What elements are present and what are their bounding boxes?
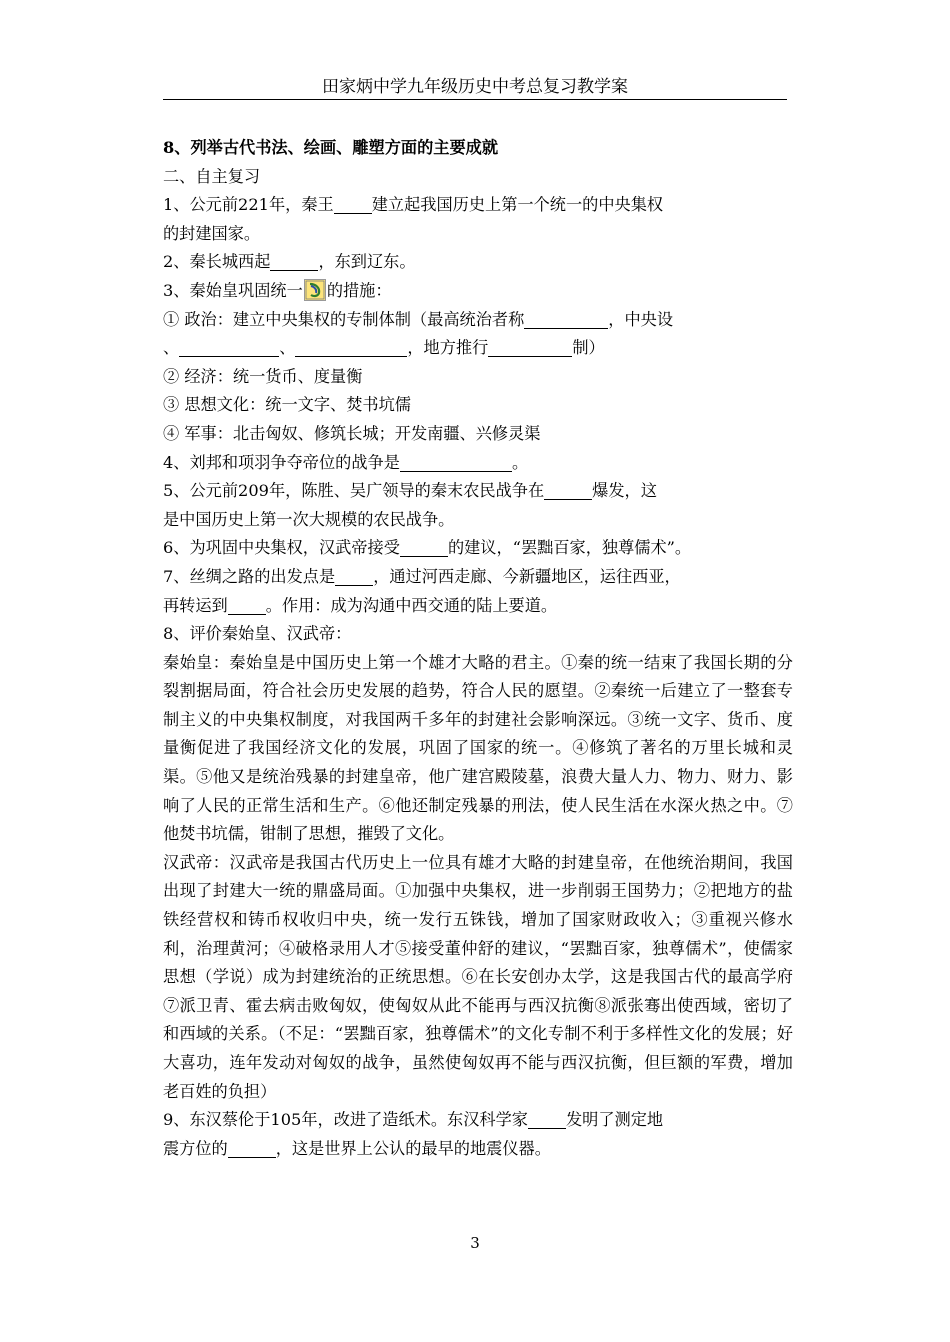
qin-evaluation: 秦始皇：秦始皇是中国历史上第一个雄才大略的君主。①秦的统一结束了我国长期的分裂割据局面，符合社会历史发展的趋势，符合人民的愿望。②秦统一后建立了一整套专制主义的中央集权制度，对我国两千多年的封建社会影响深远。③统一文字、货币、度量衡促进了我国经济文化的发展，巩固了国家的统一。④修筑了著名的万里长城和灵渠。⑤他又是统治残暴的封建皇帝，他广建宫殿陵墓，浪费大量人力、物力、财力、影响了人民的正常生活和生产。⑥他还制定残暴的刑法，使人民生活在水深火热之中。⑦他焚书坑儒，钳制了思想，摧毁了文化。: [163, 652, 793, 844]
document-body: [163, 134, 793, 1163]
item-5-cont: 是中国历史上第一次大规模的农民战争。: [163, 509, 455, 529]
item-7: 7、丝绸之路的出发点是 ，通过河西走廊、今新疆地区，运往西亚，: [163, 566, 681, 586]
fill-blank: [335, 567, 373, 586]
measure-military: ④ 军事：北击匈奴、修筑长城；开发南疆、兴修灵渠: [163, 423, 541, 443]
fill-blank: [488, 338, 572, 357]
fill-blank: [400, 453, 512, 472]
measure-economy: ② 经济：统一货币、度量衡: [163, 366, 363, 386]
fill-blank: [228, 596, 266, 615]
section-heading: 8、列举古代书法、绘画、雕塑方面的主要成就: [163, 138, 499, 157]
fill-blank: [179, 338, 279, 357]
han-evaluation: 汉武帝：汉武帝是我国古代历史上一位具有雄才大略的封建皇帝，在他统治期间，我国出现了封建大一统的鼎盛局面。①加强中央集权，进一步削弱王国势力；②把地方的盐铁经营权和铸币权收归中央，统一发行五铢钱，增加了国家财政收入；③重视兴修水利，治理黄河；④破格录用人才⑤接受董仲舒的建议，“罢黜百家，独尊儒术”，使儒家思想（学说）成为封建统治的正统思想。⑥在长安创办太学，这是我国古代的最高学府⑦派卫青、霍去病击败匈奴，使匈奴从此不能再与西汉抗衡⑧派张骞出使西域，密切了和西域的关系。（不足：“罢黜百家，独尊儒术”的文化专制不利于多样性文化的发展；好大喜功，连年发动对匈奴的战争，虽然使匈奴再不能与西汉抗衡，但巨额的军费，增加老百姓的负担）: [163, 852, 793, 1101]
item-6: 6、为巩固中央集权，汉武帝接受 的建议，“罢黜百家，独尊儒术”。: [163, 538, 692, 558]
header-divider: [163, 99, 787, 100]
section-subheading: 二、自主复习: [163, 166, 261, 186]
hint-sticker-icon[interactable]: [304, 279, 326, 301]
fill-blank: [270, 252, 318, 271]
fill-blank: [528, 1110, 566, 1129]
item-1: 1、公元前221年，秦王 建立起我国历史上第一个统一的中央集权: [163, 195, 664, 215]
item-7-cont: 再转运到 。作用：成为沟通中西交通的陆上要道。: [163, 595, 558, 615]
fill-blank: [295, 338, 407, 357]
item-2: 2、秦长城西起 ，东到辽东。: [163, 252, 416, 272]
fill-blank: [524, 310, 608, 329]
item-1-cont: 的封建国家。: [163, 223, 261, 243]
page-number: 3: [470, 1234, 480, 1252]
fill-blank: [228, 1139, 276, 1158]
item-4: 4、刘邦和项羽争夺帝位的战争是 。: [163, 452, 529, 472]
measure-politics: ① 政治：建立中央集权的专制体制（最高统治者称 ，中央设: [163, 309, 674, 329]
item-9-cont: 震方位的 ，这是世界上公认的最早的地震仪器。: [163, 1138, 551, 1158]
page-header-title: 田家炳中学九年级历史中考总复习教学案: [322, 77, 628, 97]
fill-blank: [544, 481, 592, 500]
item-3: 3、秦始皇巩固统一 的措施：: [163, 280, 392, 300]
fill-blank: [400, 538, 448, 557]
fill-blank: [334, 195, 372, 214]
item-5: 5、公元前209年，陈胜、吴广领导的秦末农民战争在 爆发，这: [163, 481, 657, 501]
item-8: 8、评价秦始皇、汉武帝：: [163, 624, 352, 644]
measure-thought: ③ 思想文化：统一文字、焚书坑儒: [163, 395, 411, 415]
measure-politics-cont: 、 、 ，地方推行 制）: [163, 338, 605, 358]
item-9: 9、东汉蔡伦于105年，改进了造纸术。东汉科学家 发明了测定地: [163, 1110, 664, 1130]
